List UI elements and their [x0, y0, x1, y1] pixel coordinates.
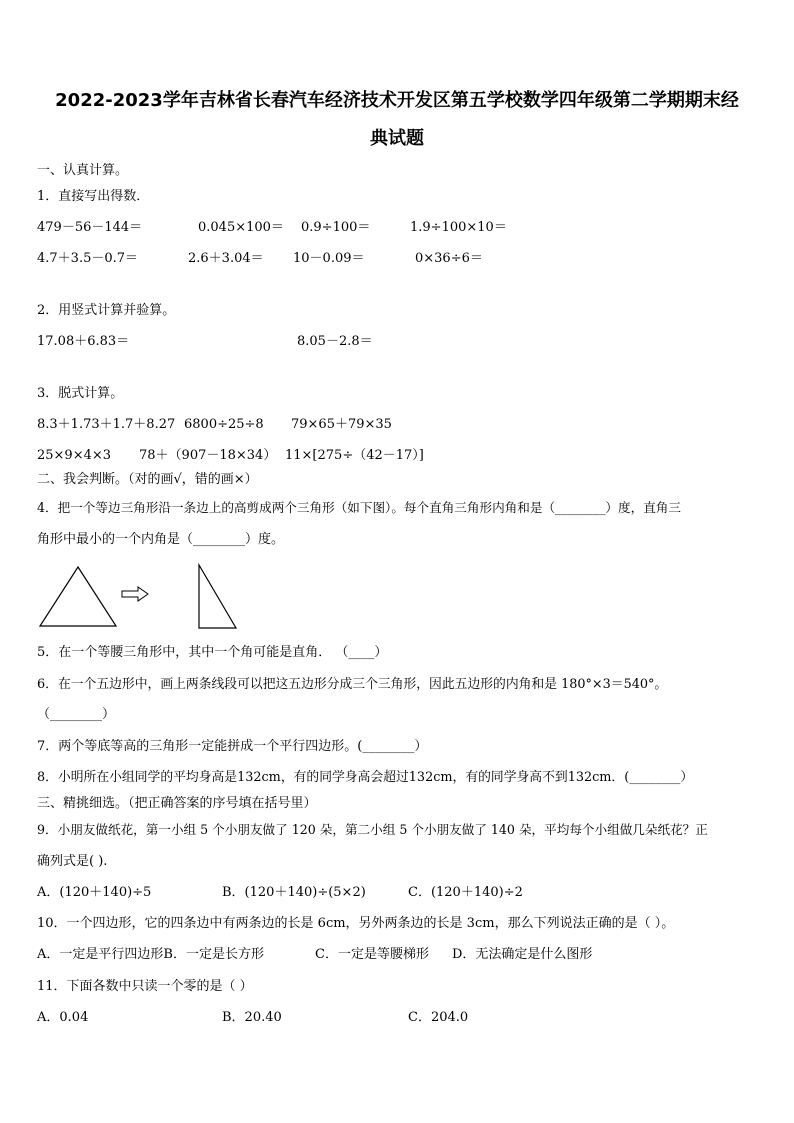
equilateral-triangle-figure	[38, 566, 118, 628]
q9-option-c: C．(120＋140)÷2	[408, 885, 523, 900]
q1-item: 0.045×100＝	[198, 220, 284, 235]
q10-text: 10．一个四边形，它的四条边中有两条边的长是 6cm，另外两条边的长是 3cm，那么下列说法正确的是（ ）。	[37, 916, 675, 931]
section3-heading: 三、精挑细选。（把正确答案的序号填在括号里）	[37, 796, 317, 811]
section2-heading: 二、我会判断。（对的画√，错的画×）	[37, 472, 258, 487]
arrow-right-icon	[121, 586, 149, 602]
q2-item: 17.08＋6.83＝	[37, 334, 130, 349]
q3-item: 6800÷25÷8	[184, 417, 264, 432]
q1-prompt: 1．直接写出得数．	[37, 189, 150, 204]
q7-text: 7．两个等底等高的三角形一定能拼成一个平行四边形。(________）	[37, 739, 428, 754]
q9-text-line2: 确列式是( ).	[37, 854, 108, 869]
q3-item: 78＋（907－18×34）	[139, 448, 277, 463]
q1-item: 1.9÷100×10＝	[410, 220, 507, 235]
q1-item: 10－0.09＝	[293, 251, 365, 266]
q5-text: 5．在一个等腰三角形中，其中一个角可能是直角． （____）	[37, 645, 388, 660]
q3-prompt: 3．脱式计算。	[37, 386, 124, 401]
q11-option-c: C．204.0	[408, 1010, 469, 1025]
q1-item: 0.9÷100＝	[301, 220, 371, 235]
q9-option-b: B．(120＋140)÷(5×2)	[222, 885, 366, 900]
q1-item: 2.6＋3.04＝	[188, 251, 264, 266]
right-triangle-figure	[196, 564, 238, 630]
q6-text-line2: （________）	[37, 707, 116, 722]
q9-text-line1: 9．小朋友做纸花，第一小组 5 个小朋友做了 120 朵，第二小组 5 个小朋友做了 140 朵，平均每个小组做几朵纸花？正	[37, 822, 708, 837]
document-title-line1: 2022-2023学年吉林省长春汽车经济技术开发区第五学校数学四年级第二学期期末经	[55, 90, 739, 111]
document-title-line2: 典试题	[370, 128, 424, 149]
q10-option-c: C．一定是等腰梯形	[315, 947, 429, 962]
q2-prompt: 2．用竖式计算并验算。	[37, 303, 176, 318]
q3-item: 79×65＋79×35	[291, 417, 392, 432]
q3-item: 25×9×4×3	[37, 448, 112, 463]
q4-text-line2: 角形中最小的一个内角是（________）度。	[37, 532, 285, 547]
q11-option-a: A．0.04	[37, 1010, 89, 1025]
q6-text-line1: 6．在一个五边形中，画上两条线段可以把这五边形分成三个三角形，因此五边形的内角和是 180°×3＝540°。	[37, 677, 668, 692]
q4-text-line1: 4．把一个等边三角形沿一条边上的高剪成两个三角形（如下图）。每个直角三角形内角和是（________）度，直角三	[37, 500, 681, 515]
q3-item: 8.3＋1.73＋1.7＋8.27	[37, 417, 176, 432]
q3-item: 11×[275÷（42－17）]	[285, 448, 424, 463]
q1-item: 479－56－144＝	[37, 220, 143, 235]
q1-item: 0×36÷6＝	[415, 251, 483, 266]
q10-option-ab: A．一定是平行四边形B．一定是长方形	[37, 947, 264, 962]
q11-option-b: B．20.40	[222, 1010, 282, 1025]
q10-option-d: D．无法确定是什么图形	[452, 947, 593, 962]
q8-text: 8．小明所在小组同学的平均身高是132cm，有的同学身高会超过132cm，有的同学身高不到132cm．(________）	[37, 770, 694, 785]
section1-heading: 一、认真计算。	[37, 163, 129, 178]
q11-text: 11．下面各数中只读一个零的是（ ）	[37, 979, 253, 994]
q1-item: 4.7＋3.5－0.7＝	[37, 251, 139, 266]
q2-item: 8.05－2.8＝	[297, 334, 373, 349]
q9-option-a: A．(120＋140)÷5	[37, 885, 152, 900]
